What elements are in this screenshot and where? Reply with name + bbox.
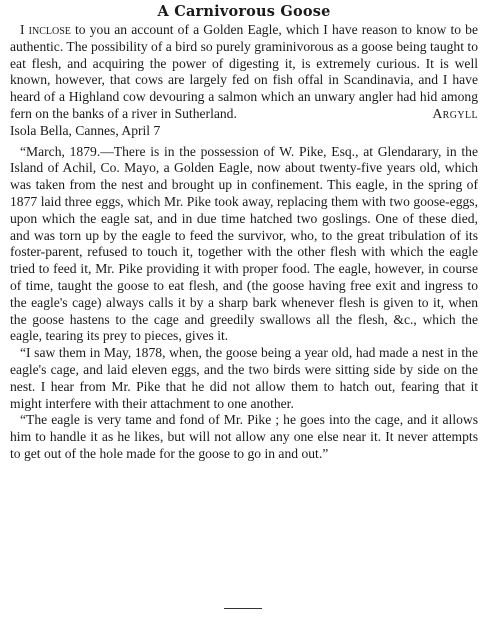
intro-lead: I inclose [20, 22, 71, 37]
end-rule-divider [224, 608, 262, 609]
intro-text: to you an account of a Golden Eagle, which I have reason to know to be authentic. The possibility of a bird so purely graminivorous as a goose being taught to eat flesh, and acquiring the power of digesting it, is extremely curious. It is well known, however, that cows are largely fed on fish offal in Scandinavia, and I have heard of a Highland cow devouring a salmon which an unwary angler had hid among fern on the banks of a river in Sutherland. [10, 22, 478, 121]
quote-paragraph-2: “I saw them in May, 1878, when, the goose being a year old, had made a nest in the eagle's cage, and laid eleven eggs, and the two birds were sitting side by side on the nest. I hear from Mr. Pike that he did not allow them to hatch out, fearing that it might interfere with their attachment to one another. [10, 345, 478, 411]
article-title: A Carnivorous Goose [157, 3, 331, 20]
intro-paragraph [10, 22, 478, 123]
dateline: Isola Bella, Cannes, April 7 [10, 122, 161, 138]
quote-paragraph-1: “March, 1879.—There is in the possession of W. Pike, Esq., at Glendarary, in the Island of Achil, Co. Mayo, a Golden Eagle, now about twenty-five years old, which was taken from the nest and brought up in confinement. This eagle, in the spring of 1877 laid three eggs, which Mr. Pike took away, replacing them with two goose-eggs, upon which the eagle sat, and in due time hatched two goslings. One of these died, and was torn up by the eagle to feed the survivor, who, to the great tribulation of its foster-parent, refused to touch it, together with the other flesh with which the eagle tried to feed it, Mr. Pike providing it with proper food. The eagle, however, in course of time, taught the goose to eat flesh, and (the goose having free exit and ingress to the eagle's cage) always calls it by a sharp bark whenever flesh is given to it, when the goose hastens to the cage and greedily swallows all the flesh, &c., which the eagle, tearing its prey to pieces, gives it. [10, 143, 478, 344]
signature: Argyll [432, 105, 478, 121]
quote-paragraph-3: “The eagle is very tame and fond of Mr. Pike ; he goes into the cage, and it allows him to handle it as he likes, but will not allow any one else near it. It never attempts to get out of the hole made for the goose to go in and out.” [10, 412, 478, 461]
